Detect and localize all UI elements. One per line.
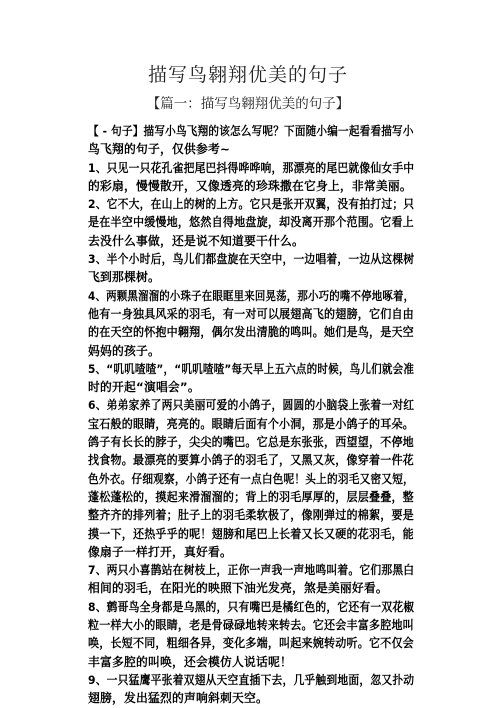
body-line: 整齐齐的排列着；肚子上的羽毛柔软极了，像刚弹过的棉絮，要是 <box>88 508 414 523</box>
body-line: 飞到那棵树。 <box>88 270 160 285</box>
document-body <box>88 122 414 708</box>
body-line: 9、一只猛鹰平张着双翅从天空直插下去，几乎触到地面，忽又扑动 <box>88 672 415 687</box>
body-line: 5、“叽叽喳喳”，“叽叽喳喳”每天早上五六点的时候，鸟儿们就会准 <box>88 361 415 376</box>
body-line: 相间的羽毛，在阳光的映照下油光发亮，煞是美丽好看。 <box>88 581 388 596</box>
body-line: 8、鹩哥鸟全身都是乌黑的，只有嘴巴是橘红色的，它还有一双花椒 <box>88 599 415 614</box>
body-line: 色外衣。仔细观察，小鸽子还有一点白色呢！头上的羽毛又密又短， <box>88 471 414 486</box>
body-line: 2、它不大，在山上的树的上方。它只是张开双翼，没有拍打过；只 <box>88 197 415 212</box>
body-line: 的彩扇，慢慢散开，又像透亮的珍珠撒在它身上，非常美丽。 <box>88 178 412 193</box>
body-line: 粒一样大小的眼睛，老是骨碌碌地转来转去。它还会丰富多腔地叫 <box>88 618 414 633</box>
document-title: 描写鸟翱翔优美的句子 <box>147 64 348 86</box>
body-line: 是在半空中缓慢地，悠然自得地盘旋，却没离开那个范围。它看上 <box>88 215 414 230</box>
body-line: 找食物。最漂亮的要算小鸽子的羽毛了，又黑又灰，像穿着一件花 <box>88 453 414 468</box>
body-line: 1、只见一只花孔雀把尾巴抖得哗哗响，那漂亮的尾巴就像仙女手中 <box>88 160 415 175</box>
body-line: 鸽子有长长的脖子，尖尖的嘴巴。它总是东张张，西望望，不停地 <box>88 435 414 450</box>
body-line: 4、两颗黑溜溜的小珠子在眼眶里来回晃荡，那小巧的嘴不停地啄着， <box>88 288 415 303</box>
body-line: 的在天空的怀抱中翱翔，偶尔发出清脆的鸣叫。她们是鸟，是天空 <box>88 325 414 340</box>
body-line: 去没什么事做，还是说不知道要干什么。 <box>88 233 304 248</box>
body-line: 唤，长短不同，粗细各异，变化多端，叫起来婉转动听。它不仅会 <box>88 636 414 651</box>
body-line: 7、两只小喜鹊站在树枝上，正你一声我一声地鸣叫着。它们那黑白 <box>88 563 415 578</box>
body-line: 6、弟弟家养了两只美丽可爱的小鸽子，圆圆的小脑袋上张着一对红 <box>88 398 415 413</box>
body-line: 【 - 句子】描写小鸟飞翔的该怎么写呢？下面随小编一起看看描写小 <box>88 124 414 138</box>
body-line: 宝石般的眼睛，亮亮的。眼睛后面有个小洞，那是小鸽子的耳朵。 <box>88 416 414 431</box>
body-line: 时的开起“演唱会”。 <box>88 380 200 395</box>
body-line: 翅膀，发出猛烈的声响斜刺天空。 <box>88 691 268 706</box>
body-line: 他有一身独具风采的羽毛，有一对可以展翅高飞的翅膀，它们自由 <box>88 306 414 321</box>
body-line: 妈妈的孩子。 <box>88 343 160 358</box>
body-line: 丰富多腔的叫唤，还会模仿人说话呢！ <box>88 654 292 669</box>
body-line: 像扇子一样打开，真好看。 <box>88 544 232 559</box>
body-line: 3、半个小时后，鸟儿们都盘旋在天空中，一边唱着，一边从这棵树 <box>88 252 415 267</box>
body-line: 摸一下，还热乎乎的呢！翅膀和尾巴上长着又长又硬的花羽毛，能 <box>88 526 414 541</box>
body-line: 鸟飞翔的句子，仅供参考~ <box>88 142 231 157</box>
body-line: 蓬松蓬松的，摸起来滑溜溜的；背上的羽毛厚厚的，层层叠叠，整 <box>88 489 414 504</box>
document-subtitle: 【篇一：描写鸟翱翔优美的句子】 <box>146 96 350 112</box>
